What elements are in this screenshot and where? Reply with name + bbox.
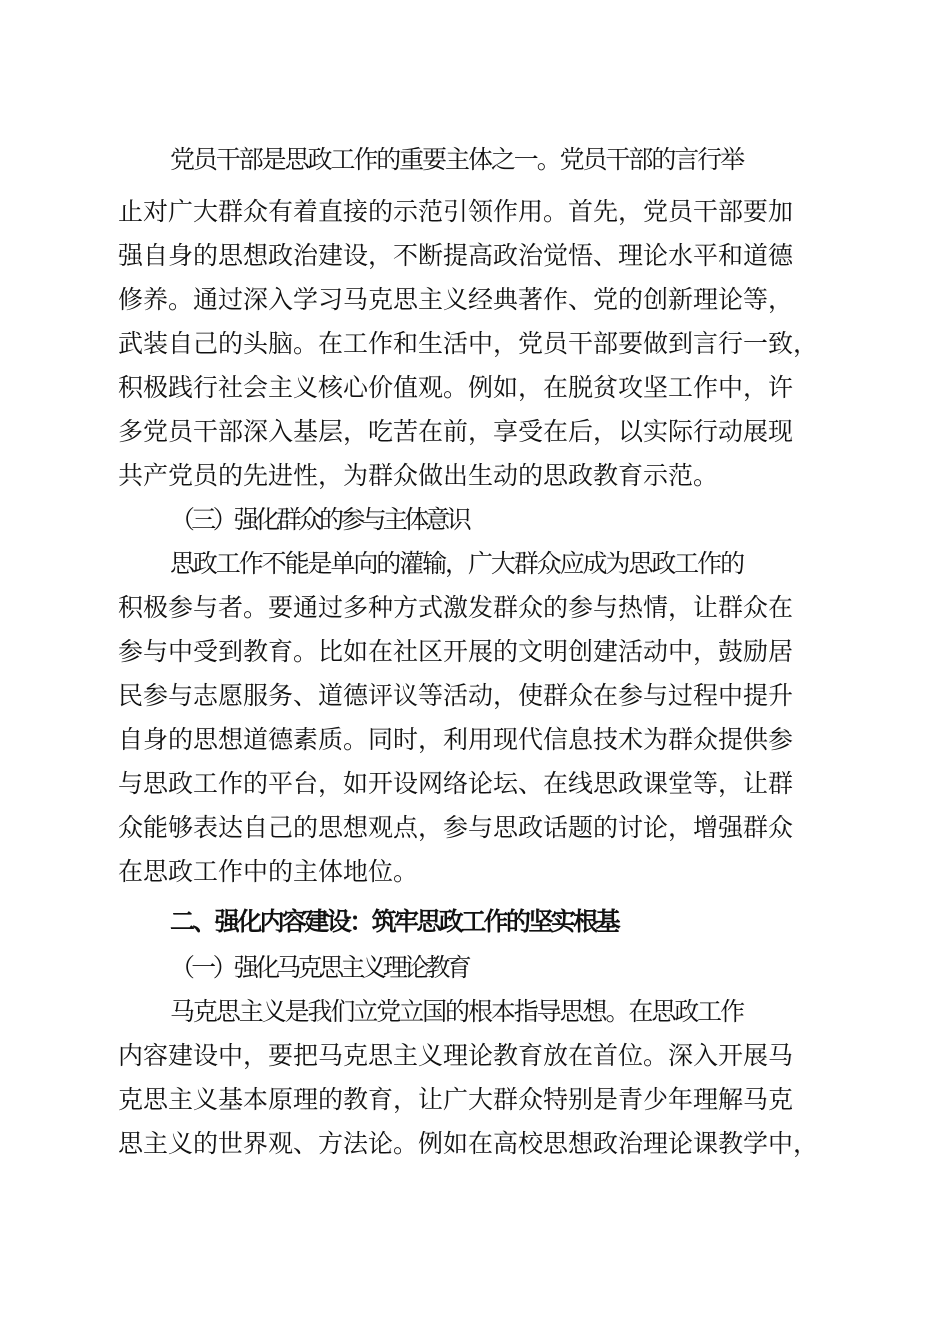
paragraph-3-line-3: 克思主义基本原理的教育，让广大群众特别是青少年理解马克 <box>118 1085 794 1114</box>
paragraph-1-line-5: 武装自己的头脑。在工作和生活中，党员干部要做到言行一致， <box>118 329 819 358</box>
paragraph-3-line-4: 思主义的世界观、方法论。例如在高校思想政治理论课教学中， <box>118 1129 819 1158</box>
paragraph-3-line-2: 内容建设中，要把马克思主义理论教育放在首位。深入开展马 <box>118 1041 794 1070</box>
paragraph-2-line-5: 自身的思想道德素质。同时，利用现代信息技术为群众提供参 <box>118 725 794 754</box>
paragraph-2-line-2: 积极参与者。要通过多种方式激发群众的参与热情，让群众在 <box>118 593 794 622</box>
paragraph-1-line-7: 多党员干部深入基层，吃苦在前，享受在后，以实际行动展现 <box>118 417 794 446</box>
paragraph-1-line-8: 共产党员的先进性，为群众做出生动的思政教育示范。 <box>118 461 719 490</box>
paragraph-3-line-1: 马克思主义是我们立党立国的根本指导思想。在思政工作 <box>170 997 744 1026</box>
paragraph-2-line-7: 众能够表达自己的思想观点，参与思政话题的讨论，增强群众 <box>118 813 794 842</box>
paragraph-1-line-2: 止对广大群众有着直接的示范引领作用。首先，党员干部要加 <box>118 197 794 226</box>
paragraph-2-line-6: 与思政工作的平台，如开设网络论坛、在线思政课堂等，让群 <box>118 769 794 798</box>
paragraph-2-line-8: 在思政工作中的主体地位。 <box>118 857 419 886</box>
paragraph-1-line-1: 党员干部是思政工作的重要主体之一。党员干部的言行举 <box>170 145 744 174</box>
paragraph-1-line-6: 积极践行社会主义核心价值观。例如，在脱贫攻坚工作中，许 <box>118 373 794 402</box>
paragraph-2-line-1: 思政工作不能是单向的灌输，广大群众应成为思政工作的 <box>170 549 744 578</box>
section-heading-two: 二、强化内容建设：筑牢思政工作的坚实根基 <box>170 907 619 936</box>
paragraph-1-line-4: 修养。通过深入学习马克思主义经典著作、党的创新理论等， <box>118 285 794 314</box>
paragraph-1-line-3: 强自身的思想政治建设，不断提高政治觉悟、理论水平和道德 <box>118 241 794 270</box>
paragraph-2-line-4: 民参与志愿服务、道德评议等活动，使群众在参与过程中提升 <box>118 681 794 710</box>
subheading-one: （一）强化马克思主义理论教育 <box>170 953 469 982</box>
paragraph-2-line-3: 参与中受到教育。比如在社区开展的文明创建活动中，鼓励居 <box>118 637 794 666</box>
subheading-three: （三）强化群众的参与主体意识 <box>170 505 469 534</box>
